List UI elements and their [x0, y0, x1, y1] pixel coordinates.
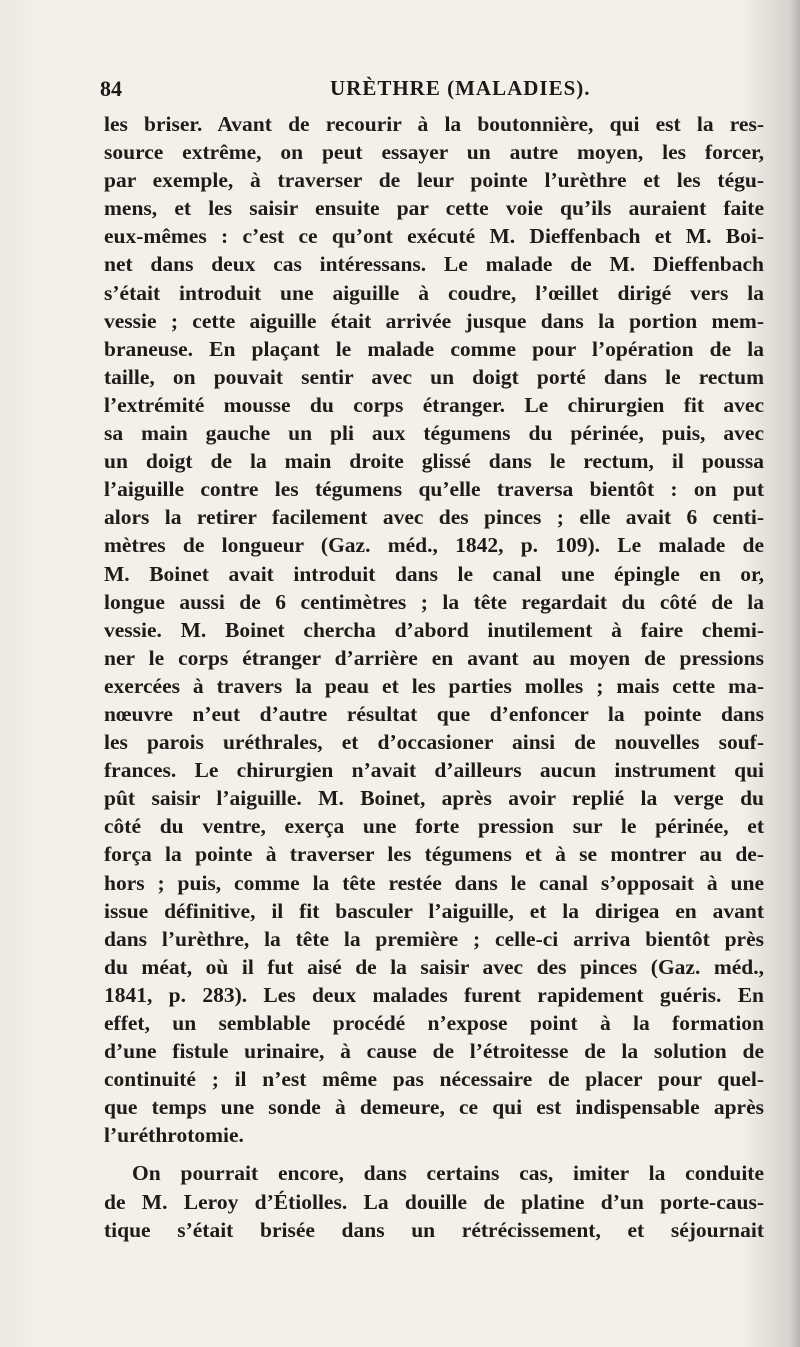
text-line: On pourrait encore, dans certains cas, imiter la conduite [132, 1161, 764, 1186]
text-line: taille, on pouvait sentir avec un doigt porté dans le rectum [104, 364, 764, 389]
text-line: par exemple, à traverser de leur pointe l’urèthre et les tégu- [104, 168, 764, 193]
text-line: net dans deux cas intéressans. Le malade de M. Dieffenbach [104, 252, 764, 277]
page-number: 84 [100, 76, 122, 101]
text-line: M. Boinet avait introduit dans le canal une épingle en or, [104, 561, 764, 586]
text-line: hors ; puis, comme la tête restée dans le canal s’opposait à une [104, 870, 764, 895]
body-text [104, 110, 764, 1244]
text-line: tique s’était brisée dans un rétrécissement, et séjournait [104, 1217, 764, 1242]
text-line: l’uréthrotomie. [104, 1123, 244, 1148]
text-line: força la pointe à traverser les tégumens et à se montrer au de- [104, 842, 764, 867]
text-line: ner le corps étranger d’arrière en avant au moyen de pressions [104, 645, 764, 670]
paragraph-1 [104, 110, 764, 1149]
text-line: les parois uréthrales, et d’occasioner ainsi de nouvelles souf- [104, 730, 764, 755]
page-header [100, 76, 765, 108]
text-line: alors la retirer facilement avec des pinces ; elle avait 6 centi- [104, 505, 764, 530]
text-line: issue définitive, il fit basculer l’aiguille, et la dirigea en avant [104, 898, 764, 923]
text-line: sa main gauche un pli aux tégumens du périnée, puis, avec [104, 421, 764, 446]
text-line: braneuse. En plaçant le malade comme pour l’opération de la [104, 336, 764, 361]
text-line: mens, et les saisir ensuite par cette voie qu’ils auraient faite [104, 196, 764, 221]
text-line: les briser. Avant de recourir à la boutonnière, qui est la res- [104, 112, 764, 136]
text-line: l’extrémité mousse du corps étranger. Le chirurgien fit avec [104, 392, 764, 417]
text-line: du méat, où il fut aisé de la saisir avec des pinces (Gaz. méd., [104, 954, 764, 979]
running-head: URÈTHRE (MALADIES). [330, 76, 591, 100]
text-line: nœuvre n’eut d’autre résultat que d’enfoncer la pointe dans [104, 701, 764, 726]
text-line: s’était introduit une aiguille à coudre, l’œillet dirigé vers la [104, 280, 764, 305]
text-line: vessie ; cette aiguille était arrivée jusque dans la portion mem- [104, 308, 764, 333]
text-line: eux-mêmes : c’est ce qu’ont exécuté M. Dieffenbach et M. Boi- [104, 224, 764, 249]
text-line: effet, un semblable procédé n’expose point à la formation [104, 1011, 764, 1035]
text-line: continuité ; il n’est même pas nécessaire de placer pour quel- [104, 1067, 764, 1092]
text-line: un doigt de la main droite glissé dans le rectum, il poussa [104, 449, 764, 474]
text-line: frances. Le chirurgien n’avait d’ailleurs aucun instrument qui [104, 758, 764, 783]
text-line: longue aussi de 6 centimètres ; la tête regardait du côté de la [104, 589, 764, 614]
text-line: pût saisir l’aiguille. M. Boinet, après avoir replié la verge du [104, 786, 764, 811]
text-line: l’aiguille contre les tégumens qu’elle traversa bientôt : on put [104, 477, 764, 502]
paragraph-2 [104, 1159, 764, 1243]
text-line: exercées à travers la peau et les parties molles ; mais cette ma- [104, 673, 764, 698]
text-line: d’une fistule urinaire, à cause de l’étroitesse de la solution de [104, 1039, 764, 1064]
text-line: source extrême, on peut essayer un autre moyen, les forcer, [104, 140, 764, 165]
text-line: mètres de longueur (Gaz. méd., 1842, p. 109). Le malade de [104, 533, 764, 558]
text-line: 1841, p. 283). Les deux malades furent rapidement guéris. En [104, 982, 764, 1007]
text-line: dans l’urèthre, la tête la première ; celle-ci arriva bientôt près [104, 926, 764, 951]
paragraph-gap [104, 1149, 764, 1159]
text-line: que temps une sonde à demeure, ce qui est indispensable après [104, 1095, 764, 1120]
text-line: côté du ventre, exerça une forte pression sur le périnée, et [104, 814, 764, 839]
text-line: de M. Leroy d’Étiolles. La douille de platine d’un porte-caus- [104, 1189, 764, 1214]
text-line: vessie. M. Boinet chercha d’abord inutilement à faire chemi- [104, 617, 764, 642]
